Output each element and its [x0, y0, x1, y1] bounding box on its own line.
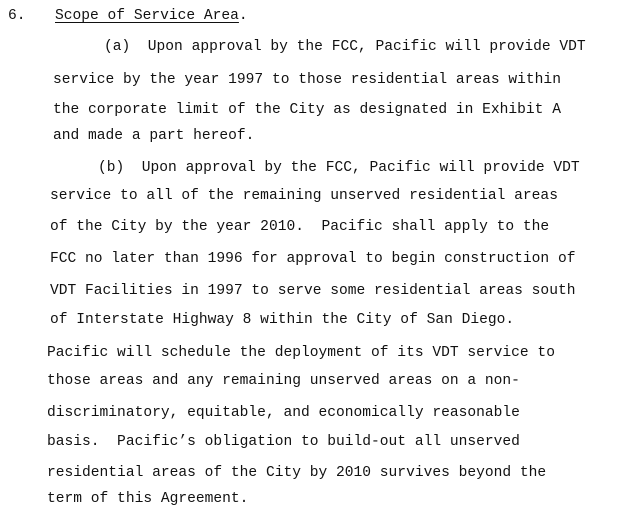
paragraph-a-line: the corporate limit of the City as designated in Exhibit A: [53, 102, 561, 118]
paragraph-b-line: Pacific will schedule the deployment of its VDT service to: [47, 345, 555, 361]
paragraph-b-line: (b) Upon approval by the FCC, Pacific will provide VDT: [98, 160, 580, 176]
paragraph-b-line: discriminatory, equitable, and economically reasonable: [47, 405, 520, 421]
paragraph-b-line: those areas and any remaining unserved areas on a non-: [47, 373, 520, 389]
paragraph-a-line: (a) Upon approval by the FCC, Pacific will provide VDT: [104, 39, 586, 55]
paragraph-b-line: service to all of the remaining unserved residential areas: [50, 188, 558, 204]
paragraph-b-line: of Interstate Highway 8 within the City of San Diego.: [50, 312, 515, 328]
paragraph-b-line: basis. Pacific’s obligation to build-out all unserved: [47, 434, 520, 450]
section-title-line: [55, 7, 248, 25]
section-title: Scope of Service Area: [55, 8, 239, 24]
paragraph-b-line: of the City by the year 2010. Pacific shall apply to the: [50, 219, 550, 235]
paragraph-b-line: FCC no later than 1996 for approval to begin construction of: [50, 251, 576, 267]
paragraph-b-line: VDT Facilities in 1997 to serve some residential areas south: [50, 283, 576, 299]
paragraph-b-line: residential areas of the City by 2010 survives beyond the: [47, 465, 547, 481]
paragraph-a-line: service by the year 1997 to those residential areas within: [53, 72, 561, 88]
paragraph-a-line: and made a part hereof.: [53, 128, 255, 144]
section-title-punct: .: [238, 8, 248, 24]
section-number: 6.: [8, 8, 26, 24]
paragraph-b-line: term of this Agreement.: [47, 491, 249, 507]
